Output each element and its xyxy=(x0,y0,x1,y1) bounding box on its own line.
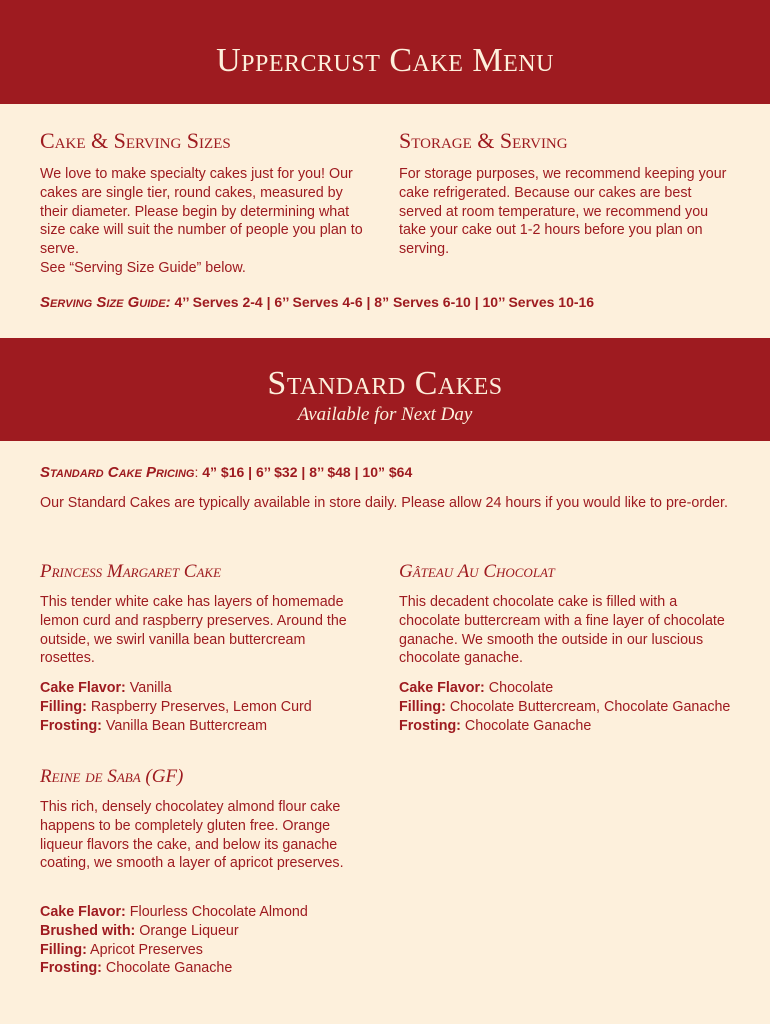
standard-cakes-subtitle: Available for Next Day xyxy=(297,404,473,425)
spec-filling: Filling: Raspberry Preserves, Lemon Curd xyxy=(40,698,312,715)
sizes-body: We love to make specialty cakes just for you! Our cakes are single tier, round cakes, measured by their diameter. Please begin by determining what size cake will suit the number of people you plan to serve. xyxy=(40,166,363,258)
spec-frosting: Frosting: Chocolate Ganache xyxy=(40,960,233,977)
sizes-note: See “Serving Size Guide” below. xyxy=(40,259,246,276)
spec-cake-flavor: Cake Flavor: Vanilla xyxy=(40,680,172,696)
spec-cake-flavor: Cake Flavor: Chocolate xyxy=(399,680,554,696)
pricing-text: 4” $16 | 6’’ $32 | 8’’ $48 | 10” $64 xyxy=(198,464,413,480)
cake-name: Reine de Saba (GF) xyxy=(40,766,184,787)
spec-frosting: Frosting: Vanilla Bean Buttercream xyxy=(40,717,267,734)
standard-cakes-banner xyxy=(0,338,770,441)
spec-filling: Filling: Chocolate Buttercream, Chocolate Ganache xyxy=(399,698,731,715)
sizes-heading: Cake & Serving Sizes xyxy=(40,128,231,153)
storage-text: For storage purposes, we recommend keeping your cake refrigerated. Because our cakes are best served at room temperature, we recommend you take your cake out 1-2 hours before you plan on serving. xyxy=(399,166,727,258)
cake-description: This tender white cake has layers of homemade lemon curd and raspberry preserves. Around the outside, we swirl vanilla bean buttercream rosettes. xyxy=(40,594,347,667)
guide-label: Serving Size Guide: xyxy=(40,294,171,311)
pricing-label: Standard Cake Pricing xyxy=(40,464,195,481)
spec-frosting: Frosting: Chocolate Ganache xyxy=(399,717,592,734)
spec-filling: Filling: Apricot Preserves xyxy=(40,941,203,958)
cake-specs xyxy=(40,679,370,735)
sizes-text xyxy=(40,165,372,278)
standard-pricing xyxy=(40,462,412,483)
spec-cake-flavor: Cake Flavor: Flourless Chocolate Almond xyxy=(40,904,308,920)
serving-size-guide xyxy=(40,292,594,313)
spec-brushed-with: Brushed with: Orange Liqueur xyxy=(40,922,239,939)
standard-cakes-title: Standard Cakes xyxy=(267,365,503,402)
pricing-sep: : xyxy=(194,464,199,480)
page-title: Uppercrust Cake Menu xyxy=(216,42,554,79)
standard-intro: Our Standard Cakes are typically available in store daily. Please allow 24 hours if you would like to pre-order. xyxy=(40,495,728,511)
cake-description: This rich, densely chocolatey almond flour cake happens to be completely gluten free. Orange liqueur flavors the cake, and below its ganache coating, we smooth a layer of apricot preserves. xyxy=(40,799,344,872)
guide-text: 4’’ Serves 2-4 | 6’’ Serves 4-6 | 8” Serves 6-10 | 10’’ Serves 10-16 xyxy=(174,294,595,310)
cake-name: Gâteau Au Chocolat xyxy=(399,561,555,582)
cake-name: Princess Margaret Cake xyxy=(40,561,222,582)
storage-heading: Storage & Serving xyxy=(399,128,568,153)
cake-specs xyxy=(399,679,734,735)
cake-description: This decadent chocolate cake is filled with a chocolate buttercream with a fine layer of chocolate ganache. We smooth the outside in our luscious chocolate ganache. xyxy=(399,594,725,667)
header-banner xyxy=(0,0,770,104)
cake-specs xyxy=(40,903,375,978)
